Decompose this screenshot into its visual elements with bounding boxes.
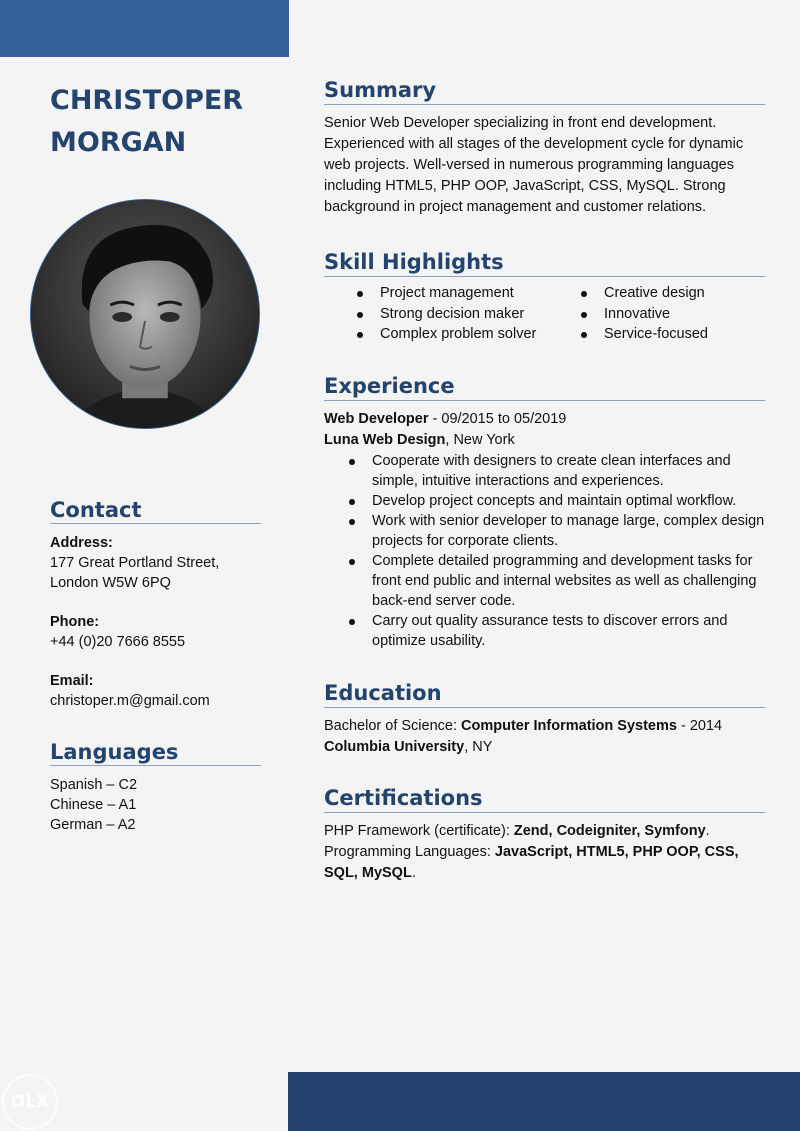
cert-2-items: JavaScript, HTML5, PHP OOP, CSS, SQL, MySQL [324, 844, 739, 881]
languages-heading: Languages [50, 742, 261, 766]
job-dates: - 09/2015 to 05/2019 [428, 411, 567, 427]
skill-item: Project management [357, 283, 581, 304]
job-role: Web Developer [324, 411, 429, 427]
email-field [50, 671, 261, 711]
certifications-section [324, 788, 765, 884]
cert-2-prefix: Programming Languages: [324, 844, 495, 860]
address-line-2: London W5W 6PQ [50, 575, 171, 591]
language-item: Spanish – C2 [50, 777, 138, 793]
olx-watermark-logo: OLX [2, 1074, 58, 1130]
cert-line-2 [324, 842, 765, 884]
top-accent-bar [0, 0, 289, 57]
certifications-heading: Certifications [324, 788, 765, 813]
school-location: , NY [464, 739, 493, 755]
education-section [324, 683, 765, 758]
languages-section [50, 742, 261, 835]
skill-item: Complex problem solver [357, 324, 581, 345]
degree-year: - 2014 [676, 718, 723, 734]
cert-1-suffix: . [705, 823, 710, 839]
degree-name: Computer Information Systems [461, 718, 677, 734]
email-label: Email: [50, 673, 94, 689]
skill-item: Innovative [581, 304, 761, 325]
school-line [324, 737, 765, 758]
cert-2-suffix: . [411, 865, 416, 881]
degree-prefix: Bachelor of Science: [324, 718, 462, 734]
education-heading: Education [324, 683, 765, 708]
email-value: christoper.m@gmail.com [50, 693, 210, 709]
skills-list [357, 283, 765, 345]
portrait-photo-icon [31, 200, 259, 428]
address-line-1: 177 Great Portland Street, [50, 555, 220, 571]
duty-item: Carry out quality assurance tests to discover errors and optimize usability. [349, 611, 765, 651]
duty-item: Complete detailed programming and development tasks for front end public and internal websites as well as challenging back-end server code. [349, 551, 765, 611]
company-name: Luna Web Design [324, 432, 446, 448]
cert-line-1 [324, 821, 765, 842]
summary-section [324, 80, 765, 218]
first-name: CHRISTOPER [50, 85, 244, 116]
company-line [324, 430, 765, 451]
job-line [324, 409, 765, 430]
duty-item: Cooperate with designers to create clean interfaces and simple, intuitive interactions and experiences. [349, 451, 765, 491]
summary-text: Senior Web Developer specializing in front end development. Experienced with all stages of the development cycle for dynamic web projects. Well-versed in numerous programming languages including HTML5, PHP OOP, JavaScript, CSS, MySQL. Strong background in project management and customer relations. [324, 115, 744, 215]
contact-heading: Contact [50, 500, 261, 524]
candidate-name [50, 80, 290, 164]
language-item: German – A2 [50, 817, 136, 833]
contact-section [50, 500, 261, 730]
skills-heading: Skill Highlights [324, 252, 765, 277]
experience-heading: Experience [324, 376, 765, 401]
duty-item: Develop project concepts and maintain optimal workflow. [349, 491, 765, 511]
school-name: Columbia University [324, 739, 465, 755]
skills-section [324, 252, 765, 345]
skill-item: Strong decision maker [357, 304, 581, 325]
language-item: Chinese – A1 [50, 797, 137, 813]
duties-list [324, 451, 765, 651]
degree-line [324, 716, 765, 737]
skill-item: Creative design [581, 283, 761, 304]
skill-item: Service-focused [581, 324, 761, 345]
phone-value: +44 (0)20 7666 8555 [50, 634, 186, 650]
phone-label: Phone: [50, 614, 100, 630]
address-field [50, 533, 261, 593]
cert-1-prefix: PHP Framework (certificate): [324, 823, 514, 839]
profile-photo [30, 199, 260, 429]
phone-field [50, 612, 261, 652]
cert-1-items: Zend, Codeigniter, Symfony [513, 823, 706, 839]
address-label: Address: [50, 535, 113, 551]
experience-section [324, 376, 765, 651]
company-location: , New York [445, 432, 515, 448]
bottom-accent-bar [288, 1072, 800, 1131]
summary-heading: Summary [324, 80, 765, 105]
duty-item: Work with senior developer to manage large, complex design projects for corporate clients. [349, 511, 765, 551]
last-name: MORGAN [50, 127, 187, 158]
